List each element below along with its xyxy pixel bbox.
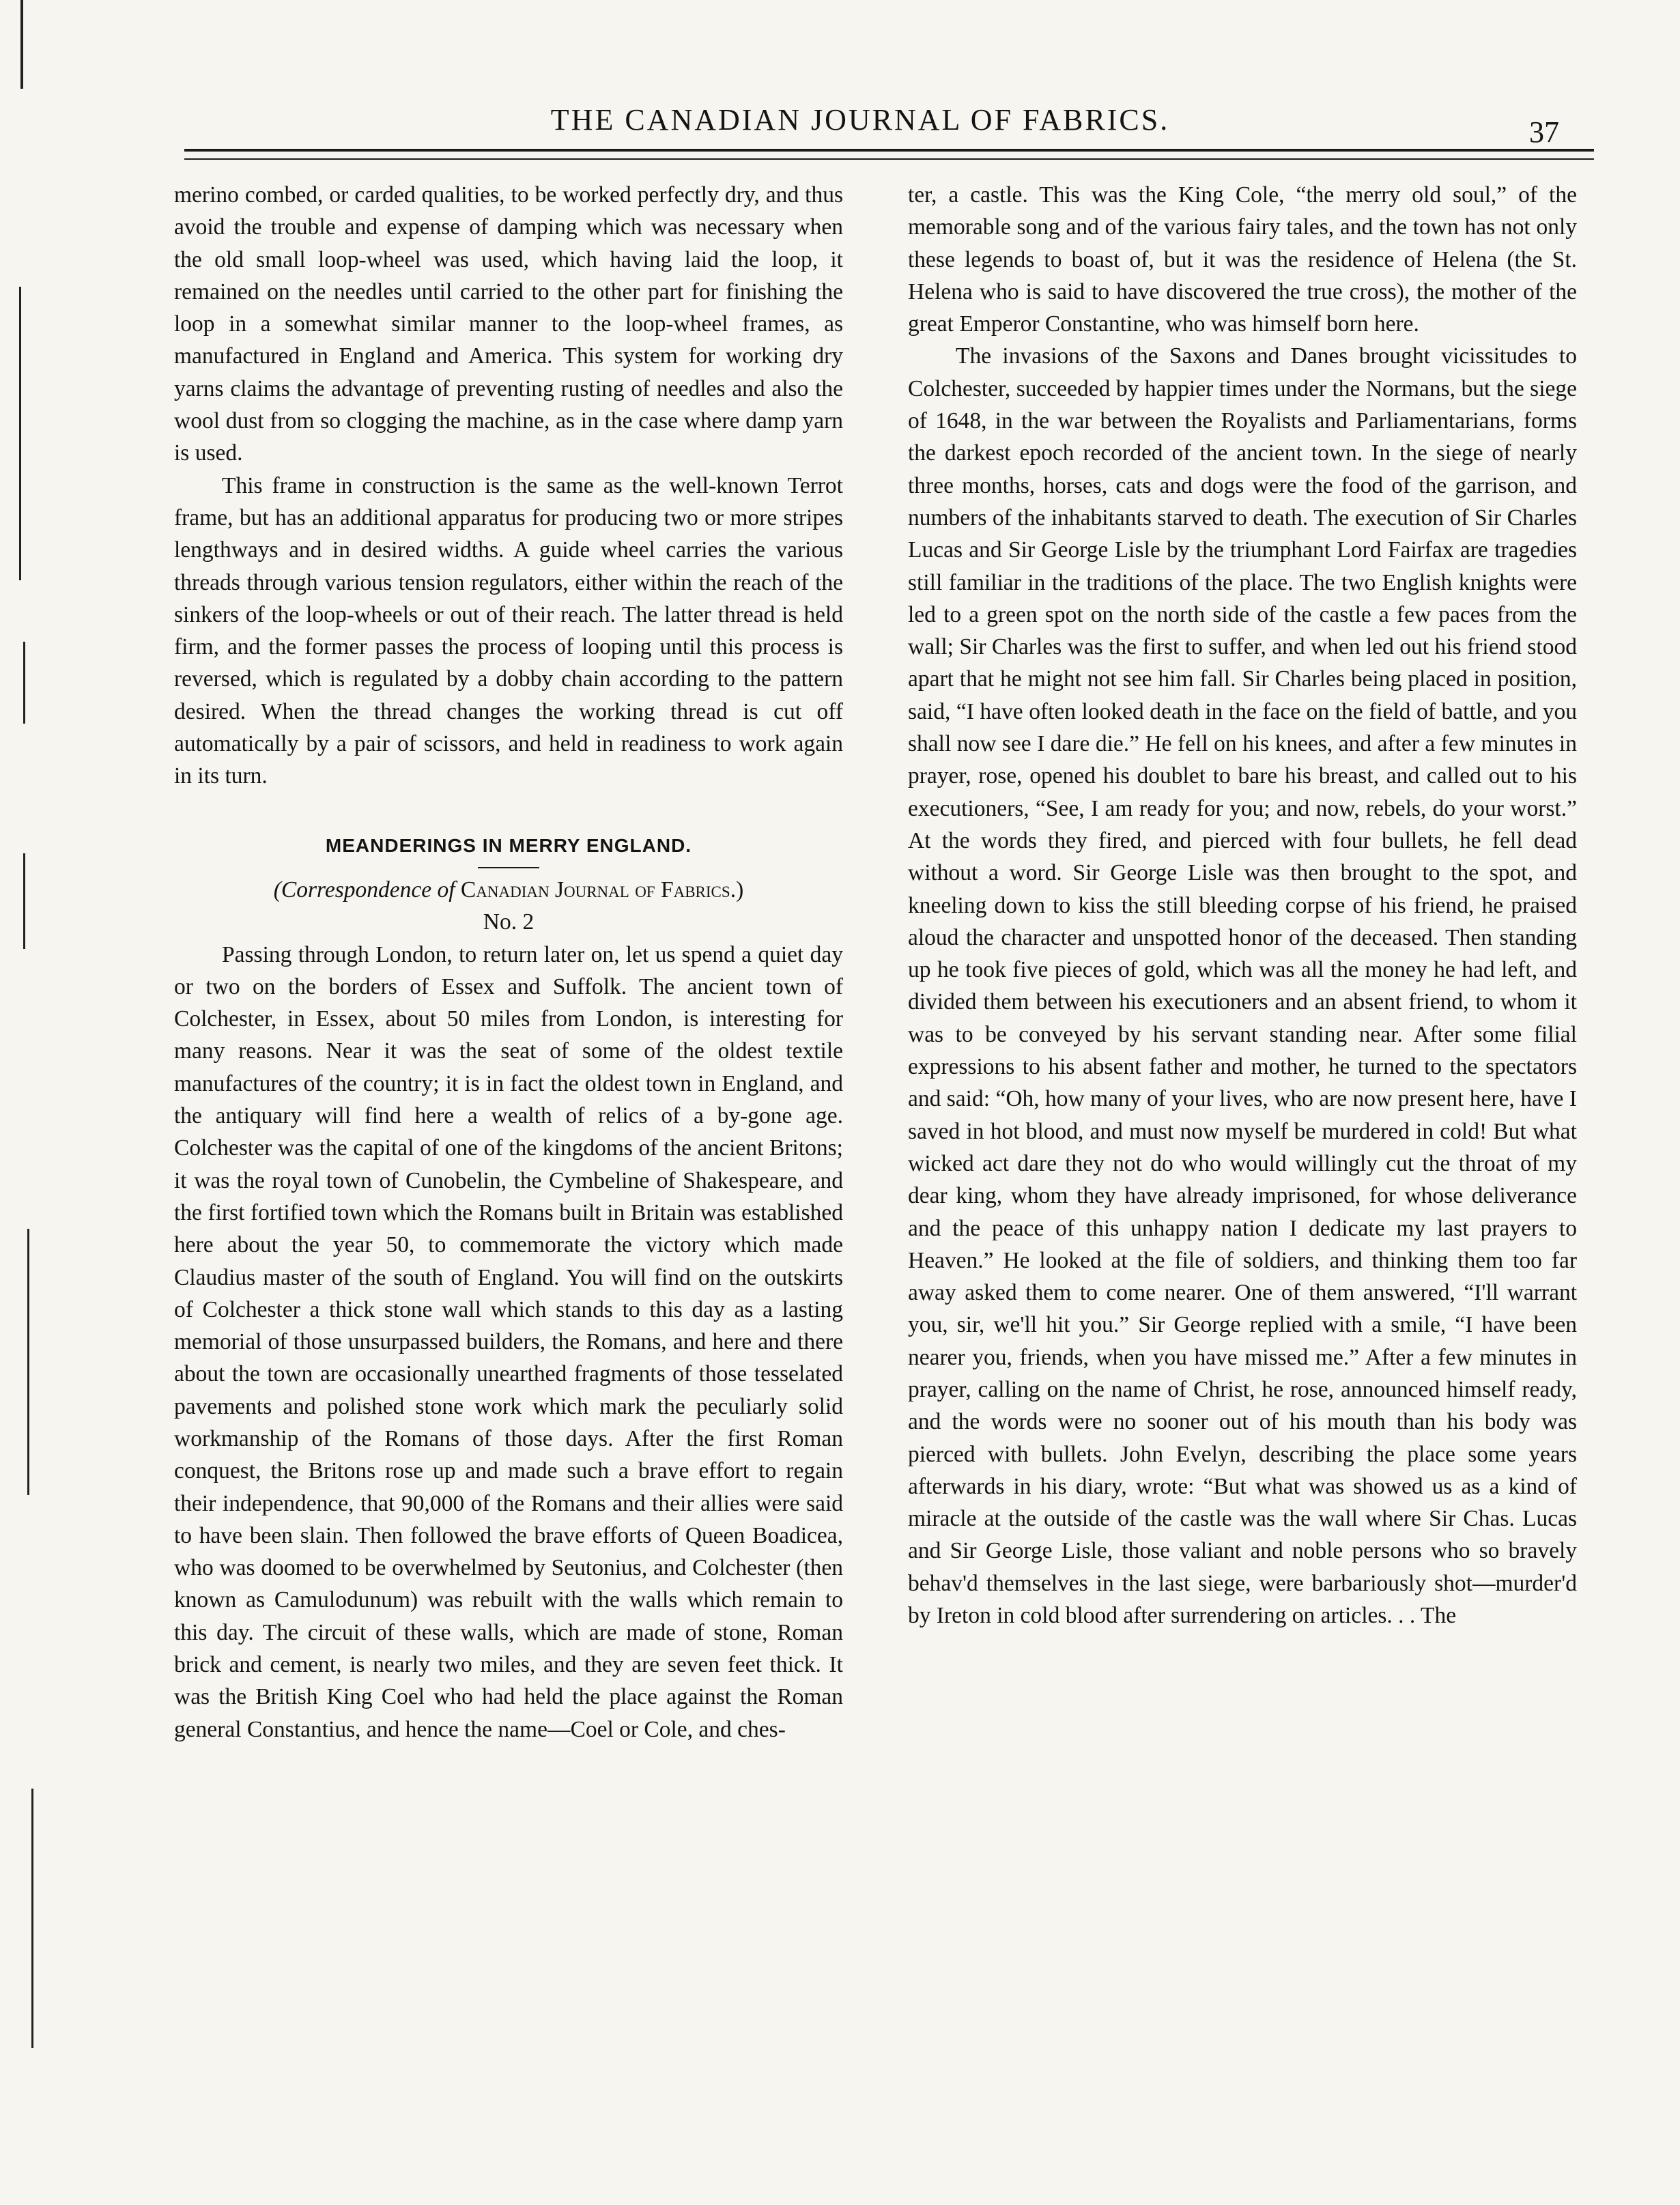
issue-number: No. 2 xyxy=(483,909,535,935)
invasions-paragraph: The invasions of the Saxons and Danes brought vicissitudes to Colchester, succeeded by happier times under the Normans, but the siege of 1648, in the war between the Royalists and Parliamentarians, forms the darkest epoch recorded of the ancient town. In the siege of nearly three months, horses, cats and dogs were the food of the garrison, and numbers of the inhabitants starved to death. The execution of Sir Charles Lucas and Sir George Lisle by the triumphant Lord Fairfax are tragedies still familiar in the traditions of the place. The two English knights were led to a green spot on the north side of the castle a few paces from the wall; Sir Charles was the first to suffer, and when led out his friend stood apart that he might not see him fall. Sir Charles being placed in position, said, “I have often looked death in the face on the field of battle, and you shall now see I dare die.” He fell on his knees, and after a few minutes in prayer, rose, opened his doublet to bare his breast, and called out to his executioners, “See, I am ready for you; and now, rebels, do your worst.” At the words they fired, and pierced with four bullets, he fell dead without a word. Sir George Lisle was then brought to the spot, and kneeling down to kiss the still bleeding corpse of his friend, he praised aloud the character and unspotted honor of the deceased. Then standing up he took five pieces of gold, which was all the money he had left, and divided them between his executioners and an absent friend, to whom it was to be conveyed by his servant standing near. After some filial expressions to his absent father and mother, he turned to the spectators and said: “Oh, how many of your lives, who are now present here, have I saved in hot blood, and must now myself be murdered in cold! But what wicked act dare they not do who would willingly cut the throat of my dear king, whom they have already imprisoned, for whose deliverance and the peace of this unhappy nation I dedicate my last prayers to Heaven.” He looked at the file of soldiers, and thinking them too far away asked them to come nearer. One of them answered, “I'll warrant you, sir, we'll hit you.” Sir George replied with a smile, “I have been nearer you, friends, when you have missed me.” After a few minutes in prayer, calling on the name of Christ, he rose, announced himself ready, and the words were no sooner out of his mouth than his body was pierced with bullets. John Evelyn, describing the place some years afterwards in his diary, wrote: “But what was showed us as a kind of miracle at the outside of the castle was the wall where Sir Chas. Lucas and Sir George Lisle, those valiant and noble persons who so bravely behav'd themselves in the last siege, were barbariously shot—murder'd by Ireton in cold blood after surrendering on articles. . . The xyxy=(908,343,1577,1629)
body-paragraph: Passing through London, to return later on, let us spend a quiet day or two on the borders of Essex and Suffolk. The ancient town of Colchester, in Essex, about 50 miles from London, is interesting for many reasons. Near it was the seat of some of the oldest textile manufactures of the country; it is in fact the oldest town in England, and the antiquary will find here a wealth of relics of a by-gone age. Colchester was the capital of one of the kingdoms of the ancient Britons; it was the royal town of Cunobelin, the Cymbeline of Shakespeare, and the first fortified town which the Romans built in Britain was established here about the year 50, to commemorate the victory which made Claudius master of the south of England. You will find on the outskirts of Colchester a thick stone wall which stands to this day as a lasting memorial of those unsurpassed builders, the Romans, and here and there about the town are occasionally unearthed fragments of those tesselated pavements and polished stone work which mark the peculiarly solid workmanship of the Romans of those days. After the first Roman conquest, the Britons rose up and made such a brave effort to regain their independence, that 90,000 of the Romans and their allies were said to have been slain. Then followed the brave efforts of Queen Boadicea, who was doomed to be overwhelmed by Seutonius, and Colchester (then known as Camulodunum) was rebuilt with the walls which remain to this day. The circuit of these walls, which are made of stone, Roman brick and cement, is nearly two miles, and they are seven feet thick. It was the British King Coel who had held the place against the Roman general Constantius, and hence the name—Coel or Cole, and ches- xyxy=(174,941,843,1742)
scan-edge-mark xyxy=(19,287,21,580)
scan-edge-mark xyxy=(23,642,25,724)
correspondence-label: (Correspondence of xyxy=(273,877,461,902)
section-title: MEANDERINGS IN MERRY ENGLAND. xyxy=(325,834,692,856)
scan-edge-mark xyxy=(31,1789,33,2048)
left-column xyxy=(174,179,843,1746)
page-number: 37 xyxy=(1529,115,1559,149)
scan-edge-mark xyxy=(20,0,23,89)
scan-edge-mark xyxy=(23,853,25,949)
continued-paragraph-right: ter, a castle. This was the King Cole, “the merry old soul,” of the memorable song and of the various fairy tales, and the town has not only these legends to boast of, but it was the residence of Helena (the St. Helena who is said to have discovered the true cross), the mother of the great Emperor Constantine, who was himself born here. xyxy=(908,182,1577,337)
right-column xyxy=(908,179,1577,1632)
title-rule xyxy=(478,867,539,868)
running-title: THE CANADIAN JOURNAL OF FABRICS. xyxy=(550,103,1170,137)
correspondence-line xyxy=(174,874,843,906)
frame-paragraph: This frame in construction is the same as the well-known Terrot frame, but has an additional apparatus for producing two or more stripes lengthways and in desired widths. A guide wheel carries the various threads through various tension regulators, either within the reach of the sinkers of the loop-wheels or out of their reach. The latter thread is held firm, and the former passes the process of looping until this process is reversed, which is regulated by a dobby chain according to the pattern desired. When the thread changes the working thread is cut off automatically by a pair of scissors, and held in readiness to work again in its turn. xyxy=(174,472,843,789)
header-rule xyxy=(184,149,1594,152)
scan-edge-mark xyxy=(27,1229,29,1495)
continued-paragraph: merino combed, or carded qualities, to be worked perfectly dry, and thus avoid the trouble and expense of damping which was necessary when the old small loop-wheel was used, which having laid the loop, it remained on the needles until carried to the other part for finishing the loop in a somewhat similar manner to the loop-wheel frames, as manufactured in England and America. This system for working dry yarns claims the advantage of preventing rusting of needles and also the wool dust from so clogging the machine, as in the case where damp yarn is used. xyxy=(174,182,843,466)
header-rule-thin xyxy=(184,158,1594,160)
correspondence-journal: Canadian Journal of Fabrics.) xyxy=(460,877,744,902)
